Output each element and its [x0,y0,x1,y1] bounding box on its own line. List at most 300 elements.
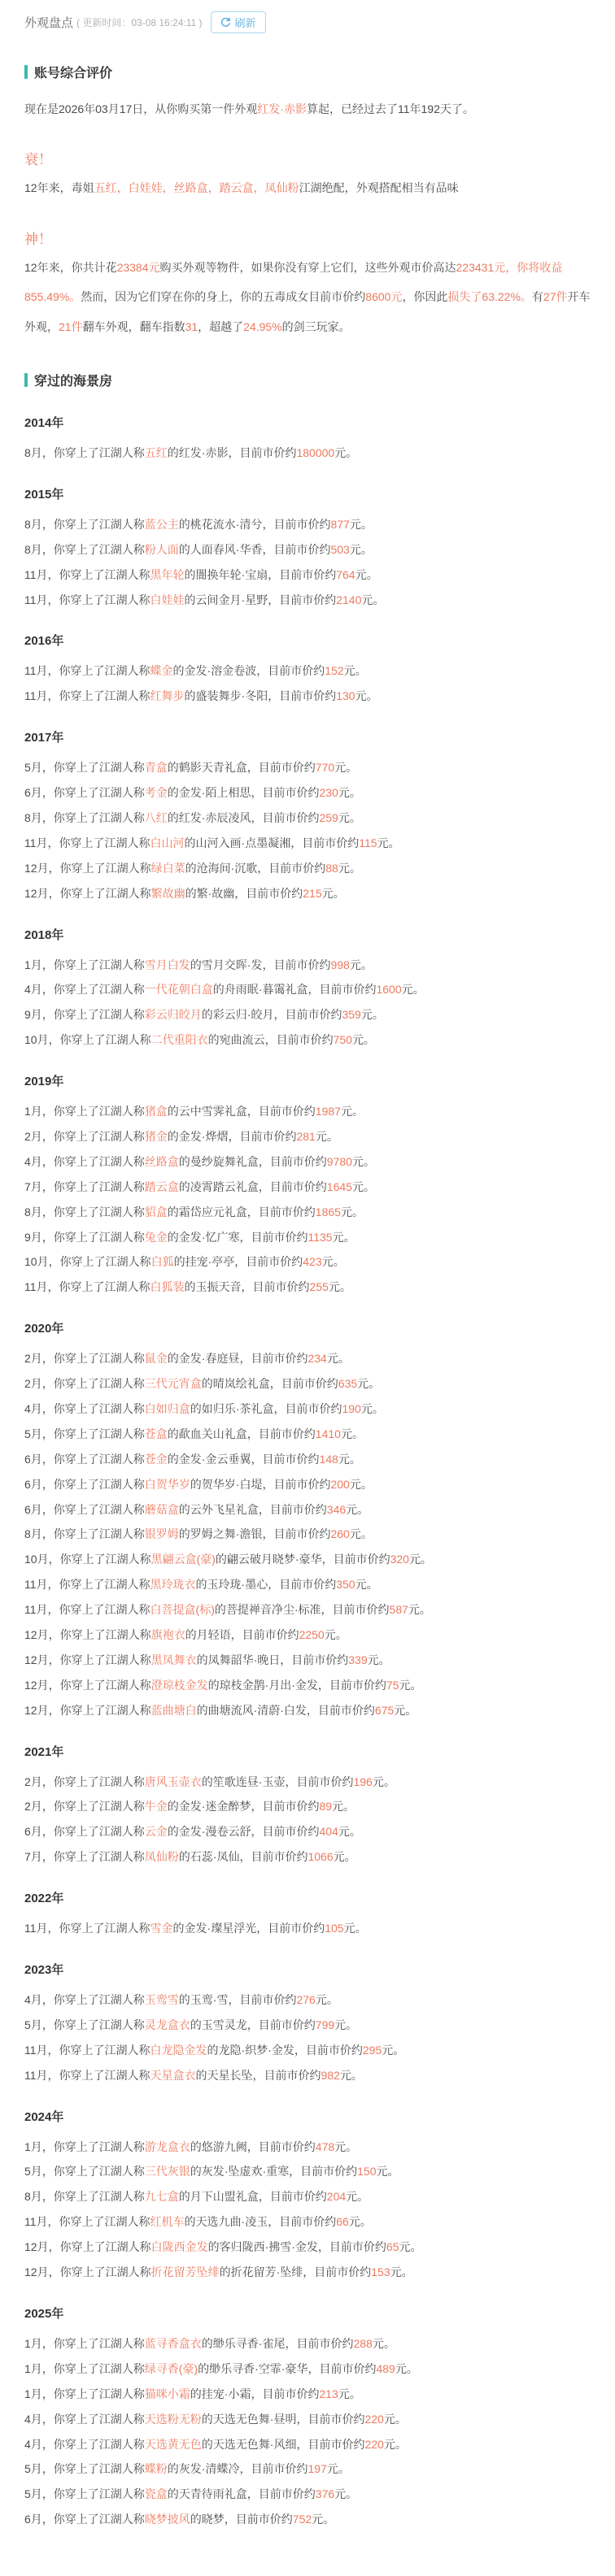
entry-text: 元。 [334,2487,358,2501]
entry-text: 的 [207,1033,220,1047]
year-block [24,1743,595,1866]
timeline-entry [24,2239,595,2255]
entry-text: ，目前市价约 [234,1255,303,1269]
timeline-entry [24,1129,595,1145]
entry-price: 998 [330,958,350,971]
intro-paragraph [24,94,595,124]
text-segment: ，超越了 [198,319,244,333]
entry-text: ，目前市价约 [268,1578,337,1592]
entry-nickname: 繁故幽 [150,886,185,900]
entry-month: 4月 [24,1154,42,1168]
entry-text: 的 [178,542,190,556]
year-heading: 2024年 [24,2109,64,2124]
timeline-entry [24,836,595,851]
entry-nickname: 唐风玉壶衣 [144,1775,202,1788]
entry-text: ，你穿上了江湖人称 [41,2513,145,2526]
entry-month: 11月 [24,593,48,606]
entry-text: 的 [201,2437,213,2451]
entry-text: ，你穿上了江湖人称 [41,1179,145,1193]
entry-text: ，你穿上了江湖人称 [48,1255,151,1269]
entry-nickname: 踏云盒 [144,1179,179,1193]
text-segment: 有 [531,290,543,304]
entry-text: ，目前市价约 [285,2336,354,2350]
entry-text: ，你穿上了江湖人称 [41,517,145,531]
highlight-text: 损失了63.22%。 [447,290,532,304]
entry-text: ，你穿上了江湖人称 [41,1402,145,1415]
entry-text: ，你穿上了江湖人称 [47,567,150,581]
entry-text: 元。 [340,1205,364,1218]
entry-nickname: 黑玲珑衣 [150,1578,196,1592]
entry-text: ，目前市价约 [251,1825,320,1839]
entry-nickname: 澄琼枝金发 [150,1678,208,1692]
entry-month: 4月 [24,983,42,997]
entry-text: ，你穿上了江湖人称 [48,1678,151,1692]
entry-nickname: 白龙隐金发 [150,2043,207,2057]
entry-month: 5月 [24,2462,42,2476]
decline-paragraph [24,173,595,202]
entry-text: 的 [178,2190,190,2204]
timeline-entry [24,1627,595,1643]
entry-text: 元。 [321,1255,345,1269]
entry-month: 6月 [24,1502,42,1516]
entry-item-name: 金发·忆广寒 [178,1230,240,1244]
text-segment: ，你因此 [402,290,448,304]
entry-nickname: 玉鸾雪 [144,1993,179,2007]
entry-month: 2月 [24,1129,42,1143]
text-segment: 现在是2026年03月17日，从你购买第一件外观 [24,102,258,115]
year-heading: 2019年 [24,1075,64,1089]
entry-nickname: 猪盒 [144,1105,168,1119]
entry-price: 66 [336,2215,349,2229]
entry-text: ，你穿上了江湖人称 [41,1105,145,1119]
entry-nickname: 五红 [144,445,168,459]
entry-month: 4月 [24,2437,42,2451]
entry-text: ，你穿上了江湖人称 [47,1280,150,1294]
entry-text: 元。 [328,1280,351,1294]
entry-month: 6月 [24,1477,42,1491]
entry-text: 元。 [372,1775,395,1788]
entry-month: 8月 [24,542,42,556]
entry-item-name: 翩云破月晓梦·豪华 [226,1553,322,1566]
entry-price: 281 [296,1129,316,1143]
topbar [24,11,595,33]
entry-item-name: 闇换年轮·宝扇 [195,567,268,581]
entry-text: ，目前市价约 [262,542,331,556]
entry-text: 的 [184,1280,196,1294]
entry-month: 8月 [24,810,42,824]
entry-month: 12月 [24,861,49,875]
entry-nickname: 白贺华岁 [144,1477,190,1491]
entry-text: 元。 [315,1993,338,2007]
entry-month: 11月 [24,1280,48,1294]
timeline-entry [24,861,595,876]
update-time: ( 更新时间：03-08 16:24:11 ) [76,17,203,28]
entry-text: ，目前市价约 [246,1427,316,1440]
entry-price: 180000 [296,445,335,459]
entry-text: ，目前市价约 [306,1703,375,1717]
year-block [24,485,595,608]
entry-text: 的 [184,567,196,581]
entry-item-name: 鹤影天青礼盒 [178,761,247,775]
timeline-entry [24,1992,595,2008]
entry-month: 12月 [24,886,49,900]
entry-text: 元。 [399,1678,422,1692]
entry-item-name: 贺华岁·白堤 [201,1477,263,1491]
entry-nickname: 白狐装 [150,1280,185,1294]
entry-text: ，你穿上了江湖人称 [41,1527,145,1541]
entry-nickname: 天星盒衣 [150,2068,196,2082]
entry-nickname: 白娃娃 [150,593,185,606]
timeline-entry [24,1104,595,1119]
entry-text: 元。 [383,2412,407,2426]
entry-price: 148 [319,1452,338,1466]
entry-month: 7月 [24,1850,42,1864]
entry-text: ，目前市价约 [269,1377,338,1391]
entry-nickname: 牛金 [144,1800,168,1814]
entry-text: ，你穿上了江湖人称 [41,1377,145,1391]
entry-price: 197 [308,2462,327,2476]
entry-text: 的 [219,2265,231,2279]
timeline-entry [24,2437,595,2452]
entry-text: 的 [178,1527,190,1541]
entry-text: ，你穿上了江湖人称 [41,983,145,997]
entry-text: 元。 [349,1477,373,1491]
entry-price: 2140 [336,593,362,606]
entry-item-name: 玉玲珑·墨心 [207,1578,268,1592]
entry-text: ，你穿上了江湖人称 [47,1922,150,1935]
entry-text: 的 [178,517,190,531]
entry-text: ，目前市价约 [246,2487,316,2501]
entry-text: ，目前市价约 [256,1922,325,1935]
entry-month: 1月 [24,958,42,971]
section-accent-bar [24,373,28,387]
entry-nickname: 兔金 [144,1230,168,1244]
entry-text: 的 [190,2513,202,2526]
entry-nickname: 白菩提盒(标) [150,1603,215,1617]
timeline-entry [24,785,595,801]
entry-text: 元。 [399,2240,422,2254]
entry-month: 10月 [24,1033,49,1047]
entry-text: ，目前市价约 [268,567,337,581]
entry-text: 的 [190,1402,202,1415]
text-segment: 江湖绝配，外观搭配相当有品味 [299,181,459,195]
entry-text: 的 [167,2462,179,2476]
entry-month: 11月 [24,1578,48,1592]
entry-text: ，目前市价约 [268,2215,337,2229]
entry-text: 元。 [401,983,425,997]
page-title: 外观盘点 [24,16,74,30]
entry-text: 的 [167,1230,179,1244]
entry-price: 404 [319,1825,338,1839]
entry-text: ，目前市价约 [258,1502,327,1516]
entry-text: 的 [190,2018,202,2031]
entry-text: ，目前市价约 [251,1452,320,1466]
timeline-entry [24,445,595,461]
entry-text: 的 [190,958,202,971]
timeline-entry [24,1824,595,1840]
entry-text: 元。 [349,542,373,556]
entry-nickname: 蓝公主 [144,517,179,531]
timeline-entry [24,1577,595,1592]
entry-nickname: 九七盒 [144,2190,179,2204]
entry-price: 2250 [299,1628,325,1642]
timeline-entry [24,2164,595,2179]
entry-text: ，你穿上了江湖人称 [41,1129,145,1143]
entry-item-name: 天选九曲·凌玉 [195,2215,268,2229]
timeline-entry [24,1703,595,1718]
entry-month: 11月 [24,2043,48,2057]
timeline-entry [24,1921,595,1936]
entry-nickname: 白狐 [150,1255,174,1269]
entry-text: ，你穿上了江湖人称 [41,810,145,824]
highlight-text: 8600元 [365,290,403,304]
timeline-entry [24,1376,595,1392]
entry-item-name: 彩云归·皎月 [212,1008,274,1022]
entry-item-name: 缈乐寻香·雀尾 [212,2336,286,2350]
entry-text: ，你穿上了江湖人称 [41,958,145,971]
highlight-text: 23384元 [116,260,160,274]
entry-item-name: 玉振天音 [195,1280,242,1294]
entry-month: 11月 [24,1922,48,1935]
year-block [24,1319,595,1718]
entry-nickname: 蓝曲塘白 [150,1703,197,1717]
year-block [24,1072,595,1295]
timeline-entry [24,760,595,775]
entry-nickname: 天选黄无色 [144,2437,202,2451]
entry-text: ，你穿上了江湖人称 [48,2240,151,2254]
entry-text: ，你穿上了江湖人称 [41,1775,145,1788]
entry-text: ，目前市价约 [289,2165,358,2179]
entry-price: 339 [348,1653,368,1666]
entry-text: 元。 [338,1452,361,1466]
entry-text: 的 [167,1452,179,1466]
entry-text: 的 [167,1352,179,1366]
entry-nickname: 折花留芳坠绯 [150,2265,220,2279]
entry-nickname: 白陇西金发 [150,2240,208,2254]
entry-text: 的 [178,1154,190,1168]
entry-nickname: 游龙盒衣 [144,2139,190,2153]
entry-text: 的 [190,2165,202,2179]
entry-text: 的 [207,2240,220,2254]
entry-text: ，目前市价约 [262,1527,331,1541]
highlight-text: 31 [185,319,198,333]
entry-month: 2月 [24,1775,42,1788]
entry-text: 的 [167,1105,179,1119]
entry-text: 的 [198,2361,210,2375]
entry-item-name: 雪月交晖·发 [201,958,263,971]
entry-price: 764 [336,567,355,581]
entry-price: 1066 [308,1850,334,1864]
entry-text: ，你穿上了江湖人称 [47,2043,150,2057]
decline-heading: 衰！ [24,152,52,168]
entry-item-name: 琼枝金鹊·月出·金发 [219,1678,318,1692]
section-title-text: 穿过的海景房 [34,374,113,389]
entry-text: ，目前市价约 [285,1775,354,1788]
entry-text: ，你穿上了江湖人称 [41,2018,145,2031]
entry-item-name: 凤舞韶华·晚日 [207,1653,281,1666]
entry-month: 12月 [24,2265,49,2279]
entry-item-name: 云外飞星礼盒 [190,1502,259,1516]
entry-item-name: 挂宠·小霜 [201,2387,251,2400]
entry-text: ，你穿上了江湖人称 [41,1230,145,1244]
entry-month: 12月 [24,1653,49,1666]
entry-text: ，目前市价约 [256,664,325,678]
entry-item-name: 桃花流水·清兮 [190,517,263,531]
entry-text: 的 [201,1775,213,1788]
entry-text: 的 [201,1377,213,1391]
entry-price: 230 [319,786,338,800]
entry-month: 10月 [24,1255,49,1269]
entry-price: 982 [321,2068,340,2082]
entry-text: 元。 [346,2190,369,2204]
entry-nickname: 一代花朝白盒 [144,983,213,997]
entry-text: 的 [167,2487,179,2501]
entry-item-name: 龙隐·织梦·金发 [218,2043,294,2057]
entry-text: 的 [184,2215,196,2229]
timeline-entry [24,2461,595,2477]
timeline-entry [24,2336,595,2352]
entry-text: ，你穿上了江湖人称 [41,2462,145,2476]
entry-item-name: 天选无色舞·昼明 [212,2412,297,2426]
entry-text: 的 [178,1502,190,1516]
entry-text: ，目前市价约 [296,2437,365,2451]
entry-item-name: 菩提禅音净尘·标准 [225,1603,321,1617]
entry-price: 255 [309,1280,329,1294]
entry-nickname: 白如归盒 [144,1402,190,1415]
entry-item-name: 如归乐·茶礼盒 [201,1402,274,1415]
refresh-button[interactable] [211,11,266,33]
timeline-entry [24,2139,595,2155]
highlight-text: 21件 [59,319,83,333]
entry-price: 346 [326,1502,347,1516]
entry-text: 的 [212,983,225,997]
entry-nickname: 猫咪小霜 [144,2387,190,2400]
timeline-entry [24,1154,595,1170]
entry-text: 元。 [357,1377,381,1391]
entry-nickname: 旗袍衣 [150,1628,185,1642]
year-block [24,926,595,1049]
year-block [24,1961,595,2083]
entry-text: 元。 [348,2215,372,2229]
entry-nickname: 红机车 [150,2215,185,2229]
entry-item-name: 月下山盟礼盒 [190,2190,259,2204]
entry-price: 320 [390,1553,409,1566]
entry-nickname: 苍盒 [144,1427,168,1440]
entry-nickname: 天选粉无粉 [144,2412,202,2426]
entry-text: 元。 [338,1825,361,1839]
entry-text: 元。 [408,1603,431,1617]
entry-text: 元。 [315,1129,338,1143]
entry-text: 元。 [383,2437,407,2451]
god-paragraph [24,253,595,341]
year-block [24,414,595,461]
entry-text: ，你穿上了江湖人称 [48,886,151,900]
timeline-entry [24,1452,595,1467]
entry-item-name: 天青待雨礼盒 [178,2487,247,2501]
timeline-entry [24,1775,595,1790]
entry-text: ，目前市价约 [228,1129,297,1143]
entry-text: 的 [167,761,179,775]
entry-text: ，目前市价约 [224,2513,293,2526]
entry-text: 的 [201,1008,213,1022]
timeline-entry [24,1678,595,1693]
entry-price: 1410 [315,1427,341,1440]
timeline-entry [24,2265,595,2280]
entry-item-name: 灰发·坠虚欢·重寒 [201,2165,290,2179]
entry-price: 153 [371,2265,390,2279]
entry-text: 的 [172,664,185,678]
entry-price: 276 [296,1993,316,2007]
entry-text: ，目前市价约 [308,983,377,997]
entry-text: ，你穿上了江湖人称 [41,2190,145,2204]
entry-text: 元。 [355,1578,378,1592]
entry-price: 234 [308,1352,327,1366]
timeline-entry [24,1527,595,1542]
entry-text: 元。 [395,2361,418,2375]
entry-text: ，你穿上了江湖人称 [41,1477,145,1491]
entry-text: ，你穿上了江湖人称 [41,2412,145,2426]
entry-price: 503 [330,542,350,556]
entry-text: ，你穿上了江湖人称 [41,761,145,775]
entry-price: 152 [325,664,344,678]
entry-month: 4月 [24,1993,42,2007]
entry-text: ，目前市价约 [257,861,326,875]
entry-text: ，你穿上了江湖人称 [48,1703,151,1717]
entry-item-name: 红发·赤影 [178,445,229,459]
entry-text: 元。 [343,1922,367,1935]
entry-text: ，目前市价约 [264,1033,334,1047]
entry-text: ，目前市价约 [246,761,316,775]
year-heading: 2015年 [24,487,64,502]
entry-month: 5月 [24,1427,42,1440]
entry-text: ，目前市价约 [290,836,360,849]
entry-text: ，你穿上了江湖人称 [41,786,145,800]
entry-price: 150 [357,2165,377,2179]
entry-month: 11月 [24,689,48,703]
entry-item-name: 笙歌连昼·玉壶 [212,1775,286,1788]
refresh-label: 刷新 [234,17,256,29]
entry-nickname: 雪月白发 [144,958,190,971]
entry-price: 65 [386,2240,399,2254]
text-segment: 开车外观， [24,290,591,333]
entry-price: 190 [342,1402,361,1415]
year-heading: 2014年 [24,415,64,430]
entry-text: ，你穿上了江湖人称 [47,2215,150,2229]
entry-text: ，目前市价约 [251,1800,320,1814]
entry-item-name: 悠游九阙 [201,2139,247,2153]
entry-item-name: 曲塘流风·清蔚·白发 [207,1703,307,1717]
highlight-text: 红发·赤影 [257,102,307,115]
timeline-entry [24,982,595,997]
entry-month: 12月 [24,1678,49,1692]
year-block [24,728,595,901]
timeline-entry [24,2018,595,2033]
entry-text: 元。 [340,1427,364,1440]
entry-text: ，你穿上了江湖人称 [41,2437,145,2451]
entry-text: ，你穿上了江湖人称 [41,445,145,459]
year-block [24,2108,595,2280]
entry-text: 的 [167,810,179,824]
entry-text: 元。 [394,1703,417,1717]
timeline-entry [24,2189,595,2205]
entry-text: ，目前市价约 [294,2043,363,2057]
entry-price: 799 [315,2018,335,2031]
entry-month: 6月 [24,786,42,800]
entry-text: 元。 [355,567,378,581]
entry-item-name: 罗姆之舞·澹银 [190,1527,263,1541]
entry-text: 元。 [334,2139,358,2153]
entry-price: 359 [342,1008,361,1022]
